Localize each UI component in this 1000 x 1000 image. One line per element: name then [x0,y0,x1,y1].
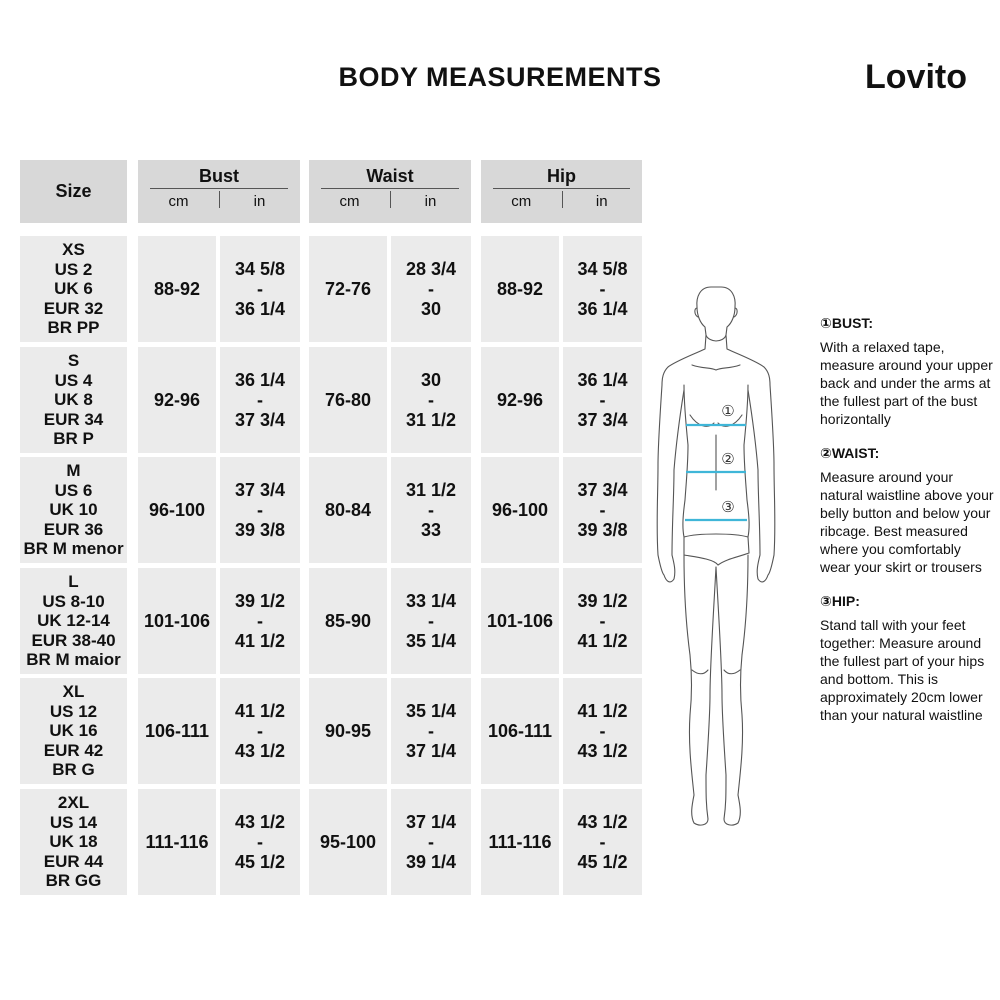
inch-range-line: - [428,390,434,410]
bust-header-divider [150,188,288,189]
hip-header-divider [493,188,630,189]
inch-range-line: 34 5/8 [577,259,628,279]
inch-range-line: 39 3/8 [577,520,628,540]
table-cell-hip-in [563,568,642,674]
figure-arm-right [748,385,775,582]
inch-range-line: 36 1/4 [234,370,286,390]
bust-note-text: With a relaxed tape, measure around your upper back and under the arms at the fullest part of the bust horizontally [820,339,993,427]
inch-range-line: 37 3/4 [234,410,286,430]
waist-header-divider [321,188,459,189]
table-cell-bust-cm: 88-92 [138,236,216,342]
inch-range-line: - [599,832,606,852]
waist-in-label: in [424,193,437,210]
inch-range-line: 34 5/8 [234,259,286,279]
size-label-line: UK 6 [54,279,93,299]
inch-range-line: - [257,500,263,520]
table-cell-hip-cm: 88-92 [481,236,559,342]
table-cell-waist-in [391,347,471,453]
size-label-line: US 8-10 [42,591,105,611]
size-label-line: XL [62,682,85,702]
inch-range-line: 39 3/8 [234,520,286,540]
inch-range-line: 37 1/4 [405,812,457,832]
size-label-line: UK 8 [54,390,93,410]
figure-ears [695,308,737,317]
table-cell-size [20,568,127,674]
table-cell-bust-cm: 106-111 [138,678,216,784]
brand-logo: Lovito [865,58,967,96]
size-label-line: US 14 [49,812,98,832]
figure-torso-left [683,385,688,537]
table-cell-waist-in [391,568,471,674]
hip-marker: ③ [721,498,735,516]
table-cell-size [20,236,127,342]
inch-range-line: 45 1/2 [577,852,628,872]
inch-range-line: 39 1/2 [234,591,286,611]
size-header-label: Size [55,181,92,201]
inch-range-line: 43 1/2 [234,741,286,761]
inch-range-line: - [599,390,606,410]
hip-header [481,160,642,223]
size-label-line: XS [62,240,85,260]
table-cell-waist-in [391,678,471,784]
inch-range-line: 39 1/2 [577,591,628,611]
inch-range-line: 45 1/2 [234,852,286,872]
table-cell-bust-in [220,236,300,342]
page-title: BODY MEASUREMENTS [338,62,662,92]
table-cell-size [20,678,127,784]
inch-range-line: 39 1/4 [405,852,457,872]
bust-in-label: in [253,193,266,210]
inch-range-line: - [257,721,263,741]
bust-cm-label: cm [168,193,189,210]
table-cell-hip-cm: 101-106 [481,568,559,674]
hip-header-label: Hip [547,166,576,186]
waist-marker: ② [721,450,735,468]
inch-range-line: - [599,611,606,631]
table-cell-bust-cm: 101-106 [138,568,216,674]
table-cell-waist-cm: 85-90 [309,568,387,674]
inch-range-line: - [599,721,606,741]
inch-range-line: 43 1/2 [234,812,286,832]
inch-range-line: 35 1/4 [405,631,457,651]
waist-header-label: Waist [366,166,414,186]
table-cell-waist-cm: 95-100 [309,789,387,895]
table-cell-hip-in [563,789,642,895]
table-cell-bust-in [220,347,300,453]
table-cell-hip-in [563,347,642,453]
inch-range-line: 31 1/2 [405,480,457,500]
table-cell-waist-in [391,457,471,563]
figure-leg-left [684,555,716,825]
bust-header-label: Bust [199,166,239,186]
table-cell-hip-cm: 106-111 [481,678,559,784]
inch-range-line: 33 1/4 [405,591,457,611]
inch-range-line: 31 1/2 [405,410,457,430]
inch-range-line: 37 3/4 [577,410,628,430]
inch-range-line: 36 1/4 [577,299,628,319]
inch-range-line: - [599,500,606,520]
inch-range-line: 37 3/4 [234,480,286,500]
figure-arm-left [657,385,684,582]
size-label-line: BR M menor [23,539,124,559]
inch-range-line: 41 1/2 [577,701,628,721]
table-cell-hip-cm: 111-116 [481,789,559,895]
hip-note-text: Stand tall with your feet together: Measure around the fullest part of your hips and bottom. This is approximately 20cm lower than your natural waistline [820,617,985,723]
inch-range-line: 41 1/2 [234,701,286,721]
figure-briefs [684,534,749,565]
size-label-line: UK 10 [49,500,98,520]
figure-leg-right [716,555,748,825]
inch-range-line: 37 3/4 [577,480,628,500]
table-cell-waist-in [391,236,471,342]
bust-header [138,160,300,223]
inch-range-line: 36 1/4 [234,299,286,319]
table-cell-hip-in [563,236,642,342]
inch-range-line: - [428,500,434,520]
size-label-line: BR M maior [26,650,121,670]
figure-shoulders [662,335,770,385]
table-cell-bust-in [220,568,300,674]
inch-range-line: 37 1/4 [405,741,457,761]
table-cell-bust-cm: 96-100 [138,457,216,563]
table-cell-hip-in [563,678,642,784]
size-label-line: BR PP [47,318,100,338]
figure-torso-right [744,385,749,537]
size-label-line: BR P [53,429,94,449]
waist-note-text: Measure around your natural waistline above your belly button and below your ribcage. Best measured where you comfortably wear your skirt or trousers [820,469,994,575]
hip-in-label: in [595,193,608,210]
size-label-line: EUR 34 [43,409,104,429]
inch-range-line: - [257,832,263,852]
inch-range-line: - [257,611,263,631]
inch-range-line: 30 [420,370,442,390]
size-label-line: UK 18 [49,832,98,852]
hip-cm-label: cm [511,193,532,210]
waist-note-heading: ②WAIST: [820,445,880,461]
size-label-line: US 4 [54,370,93,390]
table-cell-bust-in [220,789,300,895]
size-label-line: EUR 38-40 [31,630,116,650]
table-cell-size [20,347,127,453]
inch-range-line: - [428,721,434,741]
size-label-line: EUR 32 [43,298,104,318]
table-cell-hip-cm: 92-96 [481,347,559,453]
size-label-line: EUR 44 [43,851,104,871]
inch-range-line: 30 [420,299,442,319]
size-label-line: BR G [52,760,95,780]
size-header [20,160,127,223]
inch-range-line: 43 1/2 [577,812,628,832]
inch-range-line: - [428,832,434,852]
measurement-notes [820,314,995,740]
inch-range-line: - [428,611,434,631]
inch-range-line: - [257,390,263,410]
table-cell-waist-cm: 72-76 [309,236,387,342]
bust-marker: ① [721,402,735,420]
waist-header [309,160,471,223]
table-cell-bust-cm: 111-116 [138,789,216,895]
body-figure [648,275,783,835]
size-label-line: UK 12-14 [37,611,110,631]
inch-range-line: 41 1/2 [577,631,628,651]
inch-range-line: 43 1/2 [577,741,628,761]
table-cell-size [20,457,127,563]
table-cell-waist-cm: 90-95 [309,678,387,784]
size-label-line: 2XL [57,793,90,813]
table-cell-hip-cm: 96-100 [481,457,559,563]
size-label-line: EUR 36 [43,519,104,539]
table-cell-size [20,789,127,895]
table-cell-waist-in [391,789,471,895]
inch-range-line: 33 [420,520,442,540]
table-cell-bust-in [220,457,300,563]
inch-range-line: 36 1/4 [577,370,628,390]
inch-range-line: - [428,279,434,299]
size-label-line: US 6 [54,480,93,500]
table-cell-bust-in [220,678,300,784]
inch-range-line: 41 1/2 [234,631,286,651]
inch-range-line: 28 3/4 [405,259,457,279]
hip-note-heading: ③HIP: [820,593,860,609]
table-cell-waist-cm: 76-80 [309,347,387,453]
size-label-line: US 12 [49,701,98,721]
figure-knees [692,670,740,674]
figure-head-outline [697,287,735,341]
size-label-line: L [68,572,79,592]
inch-range-line: 35 1/4 [405,701,457,721]
size-label-line: BR GG [45,871,102,891]
inch-range-line: - [599,279,606,299]
size-label-line: EUR 42 [43,740,104,760]
bust-note-heading: ①BUST: [820,315,874,331]
size-label-line: US 2 [54,259,93,279]
table-cell-bust-cm: 92-96 [138,347,216,453]
size-label-line: S [67,351,80,371]
inch-range-line: - [257,279,263,299]
size-label-line: UK 16 [49,721,98,741]
size-label-line: M [66,461,81,481]
figure-collarbone [692,365,740,370]
waist-cm-label: cm [339,193,360,210]
table-cell-hip-in [563,457,642,563]
table-cell-waist-cm: 80-84 [309,457,387,563]
